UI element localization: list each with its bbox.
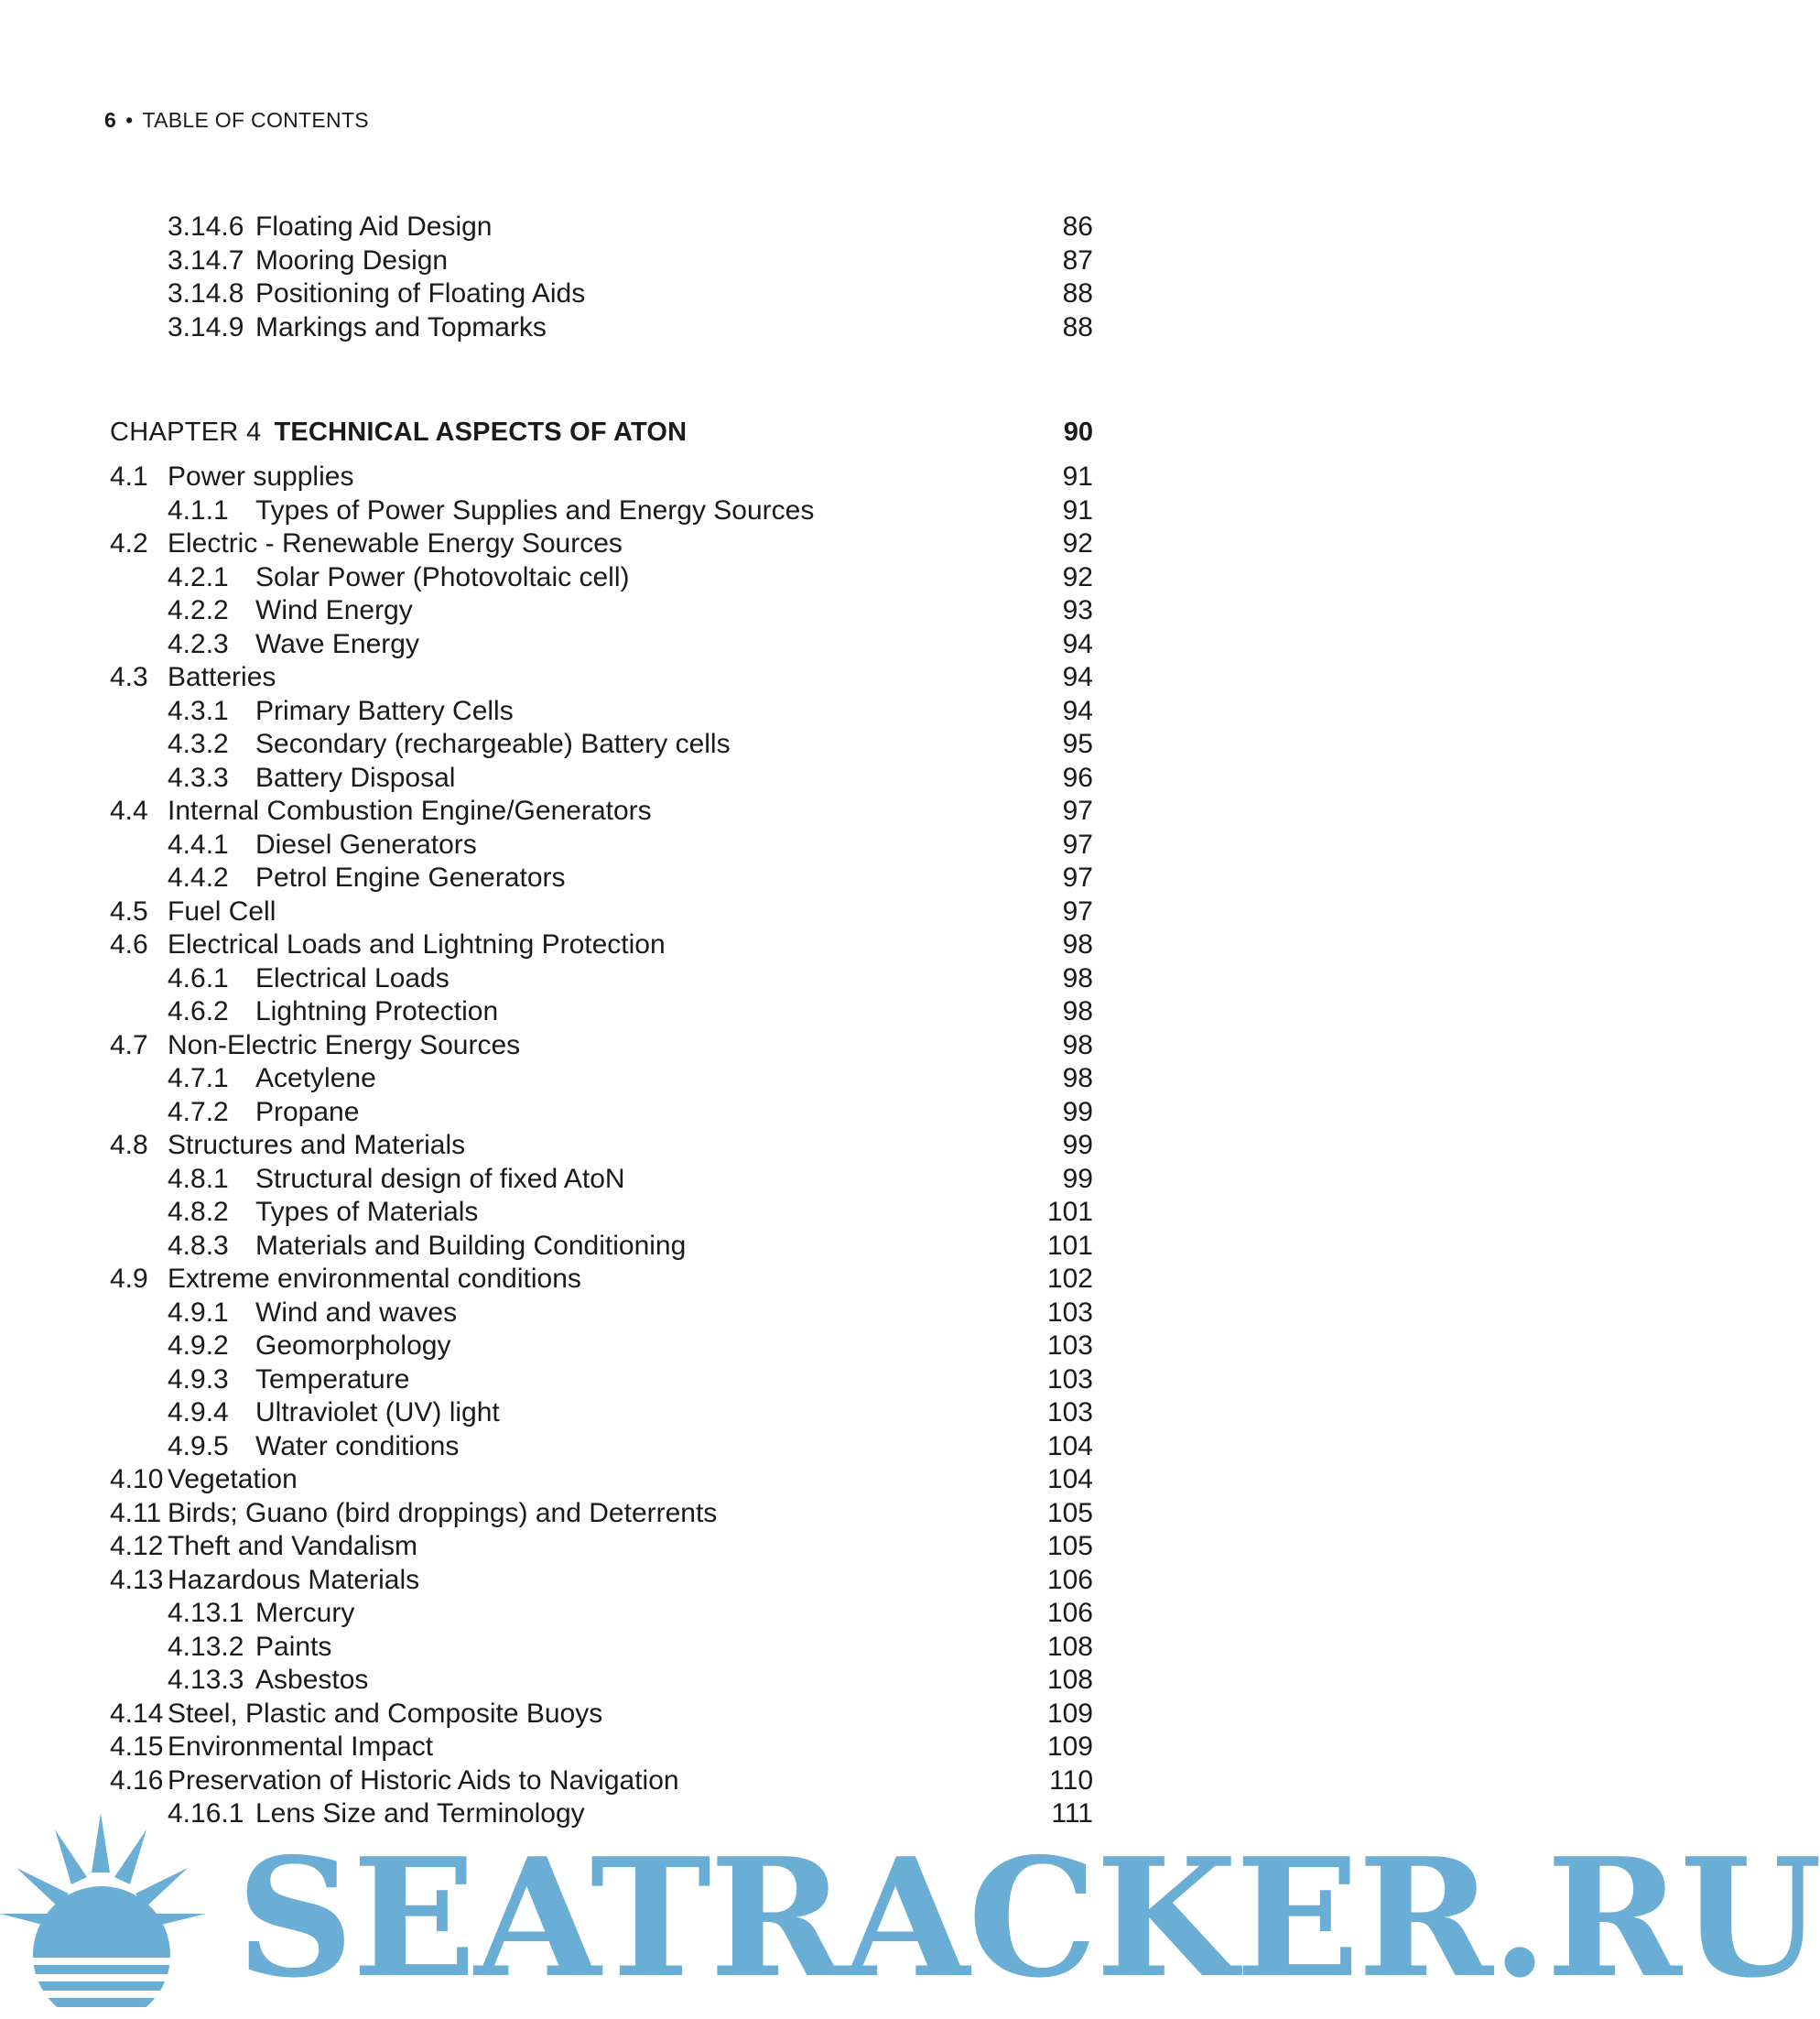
toc-entry-title: Hazardous Materials	[168, 1564, 420, 1595]
toc-entry-list	[0, 461, 1514, 1831]
toc-entry-title: Steel, Plastic and Composite Buoys	[168, 1698, 603, 1729]
toc-entry-title: Power supplies	[168, 461, 354, 492]
toc-entry-page: 92	[1062, 561, 1093, 592]
toc-entry-page: 99	[1062, 1096, 1093, 1127]
toc-entry-number: 3.14.6	[168, 212, 244, 242]
toc-entry-number: 4.15	[110, 1731, 164, 1762]
watermark-text: SEATRACKER.RU	[236, 1822, 1820, 2014]
toc-entry-title: Birds; Guano (bird droppings) and Deterrents	[168, 1497, 718, 1528]
toc-entry-title: Lightning Protection	[255, 996, 499, 1026]
toc-entry-page: 106	[1046, 1598, 1093, 1628]
toc-entry-title: Primary Battery Cells	[255, 695, 514, 726]
toc-entry-page: 104	[1046, 1430, 1093, 1461]
chapter-heading[interactable]	[110, 414, 1093, 450]
toc-entry-page: 101	[1046, 1230, 1093, 1261]
toc-entry-title: Battery Disposal	[255, 762, 456, 793]
toc-entry[interactable]	[0, 962, 1514, 996]
toc-entry-number: 4.14	[110, 1698, 164, 1729]
chapter-title: TECHNICAL ASPECTS OF ATON	[274, 418, 688, 447]
toc-entry-number: 4.9.4	[168, 1397, 229, 1427]
toc-entry-title: Electrical Loads	[255, 962, 450, 993]
toc-entry-number: 4.16	[110, 1764, 164, 1796]
toc-entry-page: 88	[1062, 311, 1093, 342]
running-head	[104, 108, 369, 133]
header-separator: •	[125, 108, 134, 132]
toc-entry-title: Extreme environmental conditions	[168, 1264, 581, 1294]
toc-entry[interactable]	[0, 695, 1514, 729]
toc-entry-page: 94	[1062, 662, 1093, 692]
toc-entry-title: Markings and Topmarks	[255, 311, 547, 342]
toc-entry[interactable]	[0, 1196, 1514, 1230]
toc-entry-title: Wind Energy	[255, 595, 413, 625]
toc-entry[interactable]	[0, 762, 1514, 796]
toc-entry-number: 4.4.1	[168, 829, 229, 860]
toc-entry-number: 4.13.2	[168, 1631, 244, 1662]
toc-entry-number: 4.2.3	[168, 628, 229, 659]
toc-entry[interactable]	[0, 461, 1514, 494]
toc-entry-number: 4.6.1	[168, 962, 229, 993]
running-head-title: TABLE OF CONTENTS	[142, 108, 369, 132]
toc-entry-title: Solar Power (Photovoltaic cell)	[255, 561, 630, 592]
toc-entry-title: Water conditions	[255, 1430, 460, 1461]
toc-entry-number: 4.3.3	[168, 762, 229, 793]
toc-entry-page: 87	[1062, 244, 1093, 276]
toc-entry-title: Internal Combustion Engine/Generators	[168, 796, 652, 826]
toc-entry-number: 4.6.2	[168, 996, 229, 1026]
toc-entry-title: Mercury	[255, 1598, 355, 1628]
toc-entry[interactable]	[0, 1597, 1514, 1631]
toc-entry-number: 4.2	[110, 528, 148, 559]
toc-entry-title: Types of Power Supplies and Energy Sources	[255, 494, 815, 526]
toc-entry-page: 101	[1046, 1197, 1093, 1227]
toc-entry[interactable]	[0, 995, 1514, 1029]
toc-entry[interactable]	[0, 661, 1514, 695]
toc-entry-number: 4.8.3	[168, 1230, 229, 1261]
toc-entry-number: 4.8	[110, 1130, 148, 1160]
toc-entry-number: 4.9.3	[168, 1363, 229, 1395]
toc-entry[interactable]	[0, 494, 1514, 528]
toc-entry[interactable]	[0, 561, 1514, 595]
toc-entry-title: Wave Energy	[255, 628, 419, 659]
toc-entry-page: 98	[1062, 996, 1093, 1026]
toc-entry-page: 97	[1062, 863, 1093, 893]
toc-entry-page: 91	[1062, 461, 1093, 492]
toc-entry[interactable]	[0, 1163, 1514, 1197]
toc-entry[interactable]	[0, 1430, 1514, 1464]
toc-entry-title: Lens Size and Terminology	[255, 1798, 585, 1829]
toc-entry-number: 4.9	[110, 1264, 148, 1294]
toc-entry-title: Structural design of fixed AtoN	[255, 1163, 625, 1194]
toc-entry-page: 97	[1062, 829, 1093, 860]
toc-entry-title: Electric - Renewable Energy Sources	[168, 528, 623, 559]
toc-entry-number: 4.13.3	[168, 1665, 244, 1695]
toc-entry[interactable]	[0, 1363, 1514, 1397]
toc-entry-page: 102	[1046, 1264, 1093, 1294]
toc-entry[interactable]	[0, 829, 1514, 863]
toc-entry[interactable]	[0, 1062, 1514, 1096]
toc-entry[interactable]	[0, 1096, 1514, 1130]
toc-entry-page: 108	[1046, 1665, 1093, 1695]
toc-entry-number: 4.11	[110, 1497, 162, 1528]
toc-entry[interactable]	[0, 1664, 1514, 1698]
toc-entry-page: 98	[1062, 962, 1093, 993]
toc-entry[interactable]	[0, 527, 1514, 561]
toc-entry[interactable]	[0, 1764, 1514, 1798]
toc-entry[interactable]	[0, 1330, 1514, 1363]
toc-entry-number: 4.3.1	[168, 695, 229, 726]
toc-entry[interactable]	[0, 862, 1514, 896]
toc-entry-page: 98	[1062, 1063, 1093, 1093]
watermark	[0, 1813, 1820, 2019]
toc-entry-title: Preservation of Historic Aids to Navigation	[168, 1764, 679, 1796]
toc-entry-title: Batteries	[168, 662, 276, 692]
toc-entry-page: 98	[1062, 1029, 1093, 1060]
toc-entry[interactable]	[0, 928, 1514, 962]
toc-entry-number: 4.7.1	[168, 1063, 229, 1093]
toc-entry-number: 4.12	[110, 1531, 164, 1561]
toc-entry-page: 93	[1062, 595, 1093, 625]
toc-entry-page: 109	[1046, 1731, 1093, 1762]
toc-entry[interactable]	[0, 795, 1514, 829]
toc-entry-page: 105	[1046, 1531, 1093, 1561]
toc-entry-page: 105	[1046, 1497, 1093, 1528]
toc-entry-title: Wind and waves	[255, 1297, 458, 1328]
toc-entry-number: 3.14.8	[168, 278, 244, 309]
toc-entry-page: 103	[1046, 1397, 1093, 1427]
toc-entry-number: 4.9.5	[168, 1430, 229, 1461]
toc-entry[interactable]	[0, 594, 1514, 628]
toc-entry[interactable]	[0, 244, 1514, 278]
toc-entry-number: 4.4.2	[168, 863, 229, 893]
toc-entry[interactable]	[0, 1564, 1514, 1598]
toc-entry-page: 94	[1062, 628, 1093, 659]
toc-entry-number: 4.9.1	[168, 1297, 229, 1328]
toc-entry-number: 4.2.1	[168, 561, 229, 592]
toc-entry-page: 94	[1062, 695, 1093, 726]
toc-entry-number: 4.16.1	[168, 1798, 244, 1829]
toc-entry-title: Petrol Engine Generators	[255, 863, 566, 893]
toc-entry-title: Electrical Loads and Lightning Protection	[168, 929, 666, 960]
toc-entry-title: Structures and Materials	[168, 1130, 466, 1160]
toc-entry-page: 108	[1046, 1631, 1093, 1662]
toc-entry-page: 103	[1046, 1330, 1093, 1361]
toc-entry-number: 4.2.2	[168, 595, 229, 625]
toc-entry-title: Temperature	[255, 1363, 410, 1395]
toc-entry-number: 3.14.7	[168, 244, 244, 276]
toc-entry-number: 4.8.2	[168, 1197, 229, 1227]
toc-entry-title: Propane	[255, 1096, 360, 1127]
page-number: 6	[104, 108, 117, 132]
toc-entry-title: Asbestos	[255, 1665, 369, 1695]
toc-entry[interactable]	[0, 277, 1514, 311]
toc-entry-number: 4.10	[110, 1464, 164, 1494]
toc-entry-page: 99	[1062, 1130, 1093, 1160]
toc-entry[interactable]	[0, 1463, 1514, 1497]
toc-entry-title: Fuel Cell	[168, 896, 276, 927]
toc-entry-title: Ultraviolet (UV) light	[255, 1397, 500, 1427]
toc-entry-title: Acetylene	[255, 1063, 376, 1093]
toc-entry-number: 4.3.2	[168, 729, 229, 759]
toc-entry-page: 103	[1046, 1363, 1093, 1395]
toc-entry-title: Diesel Generators	[255, 829, 477, 860]
toc-entry[interactable]	[0, 628, 1514, 662]
toc-entry-title: Mooring Design	[255, 244, 449, 276]
toc-entry-number: 4.7	[110, 1029, 148, 1060]
toc-entry[interactable]	[0, 1029, 1514, 1063]
toc-entry[interactable]	[0, 728, 1514, 762]
toc-entry-number: 4.7.2	[168, 1096, 229, 1127]
chapter-page-number: 90	[1063, 418, 1093, 447]
toc-entry-page: 110	[1049, 1764, 1093, 1796]
toc-entry-title: Geomorphology	[255, 1330, 451, 1361]
toc-entry-title: Theft and Vandalism	[168, 1531, 417, 1561]
toc-entry[interactable]	[0, 1497, 1514, 1531]
toc-entry-title: Types of Materials	[255, 1197, 479, 1227]
toc-entry[interactable]	[0, 1530, 1514, 1564]
toc-entry-page: 111	[1051, 1798, 1093, 1829]
toc-entry-page: 106	[1046, 1564, 1093, 1595]
toc-entry-number: 4.6	[110, 929, 148, 960]
toc-entry-number: 4.3	[110, 662, 148, 692]
toc-entry-title: Paints	[255, 1631, 332, 1662]
toc-entry-title: Materials and Building Conditioning	[255, 1230, 687, 1261]
toc-entry-title: Floating Aid Design	[255, 212, 493, 242]
toc-entry[interactable]	[0, 211, 1514, 244]
toc-entry-number: 4.5	[110, 896, 148, 927]
toc-entry-title: Positioning of Floating Aids	[255, 278, 586, 309]
toc-entry[interactable]	[0, 1297, 1514, 1330]
toc-entry[interactable]	[0, 311, 1514, 345]
toc-entry-page: 91	[1062, 494, 1093, 526]
toc-entry-page: 98	[1062, 929, 1093, 960]
toc-entry[interactable]	[0, 1396, 1514, 1430]
toc-entry-number: 4.13.1	[168, 1598, 244, 1628]
toc-entry[interactable]	[0, 1731, 1514, 1764]
toc-entry-number: 4.13	[110, 1564, 164, 1595]
toc-entry-page: 104	[1046, 1464, 1093, 1494]
toc-entry-number: 4.9.2	[168, 1330, 229, 1361]
toc-entry-page: 99	[1062, 1163, 1093, 1194]
toc-entry-number: 4.1	[110, 461, 148, 492]
toc-entry[interactable]	[0, 1230, 1514, 1264]
toc-entry-page: 92	[1062, 528, 1093, 559]
toc-entry-page: 97	[1062, 896, 1093, 927]
toc-entry[interactable]	[0, 896, 1514, 929]
toc-entry-page: 95	[1062, 729, 1093, 759]
toc-entry-page: 96	[1062, 762, 1093, 793]
sun-logo-icon	[0, 1813, 229, 2019]
toc-entry-page: 97	[1062, 796, 1093, 826]
toc-entry-page: 103	[1046, 1297, 1093, 1328]
toc-entry[interactable]	[0, 1698, 1514, 1731]
toc-continued-list	[0, 211, 1514, 344]
toc-entry[interactable]	[0, 1263, 1514, 1297]
toc-entry-page: 109	[1046, 1698, 1093, 1729]
toc-entry-number: 4.8.1	[168, 1163, 229, 1194]
toc-entry-title: Environmental Impact	[168, 1731, 434, 1762]
toc-entry[interactable]	[0, 1129, 1514, 1163]
toc-entry-number: 4.4	[110, 796, 148, 826]
toc-entry[interactable]	[0, 1631, 1514, 1665]
toc-entry-title: Secondary (rechargeable) Battery cells	[255, 729, 731, 759]
chapter-label: CHAPTER 4	[110, 418, 262, 447]
toc-entry-title: Vegetation	[168, 1464, 298, 1494]
toc-entry-number: 3.14.9	[168, 311, 244, 342]
toc-entry-number: 4.1.1	[168, 494, 229, 526]
toc-entry-page: 88	[1062, 278, 1093, 309]
toc-entry-page: 86	[1062, 212, 1093, 242]
toc-entry-title: Non-Electric Energy Sources	[168, 1029, 521, 1060]
